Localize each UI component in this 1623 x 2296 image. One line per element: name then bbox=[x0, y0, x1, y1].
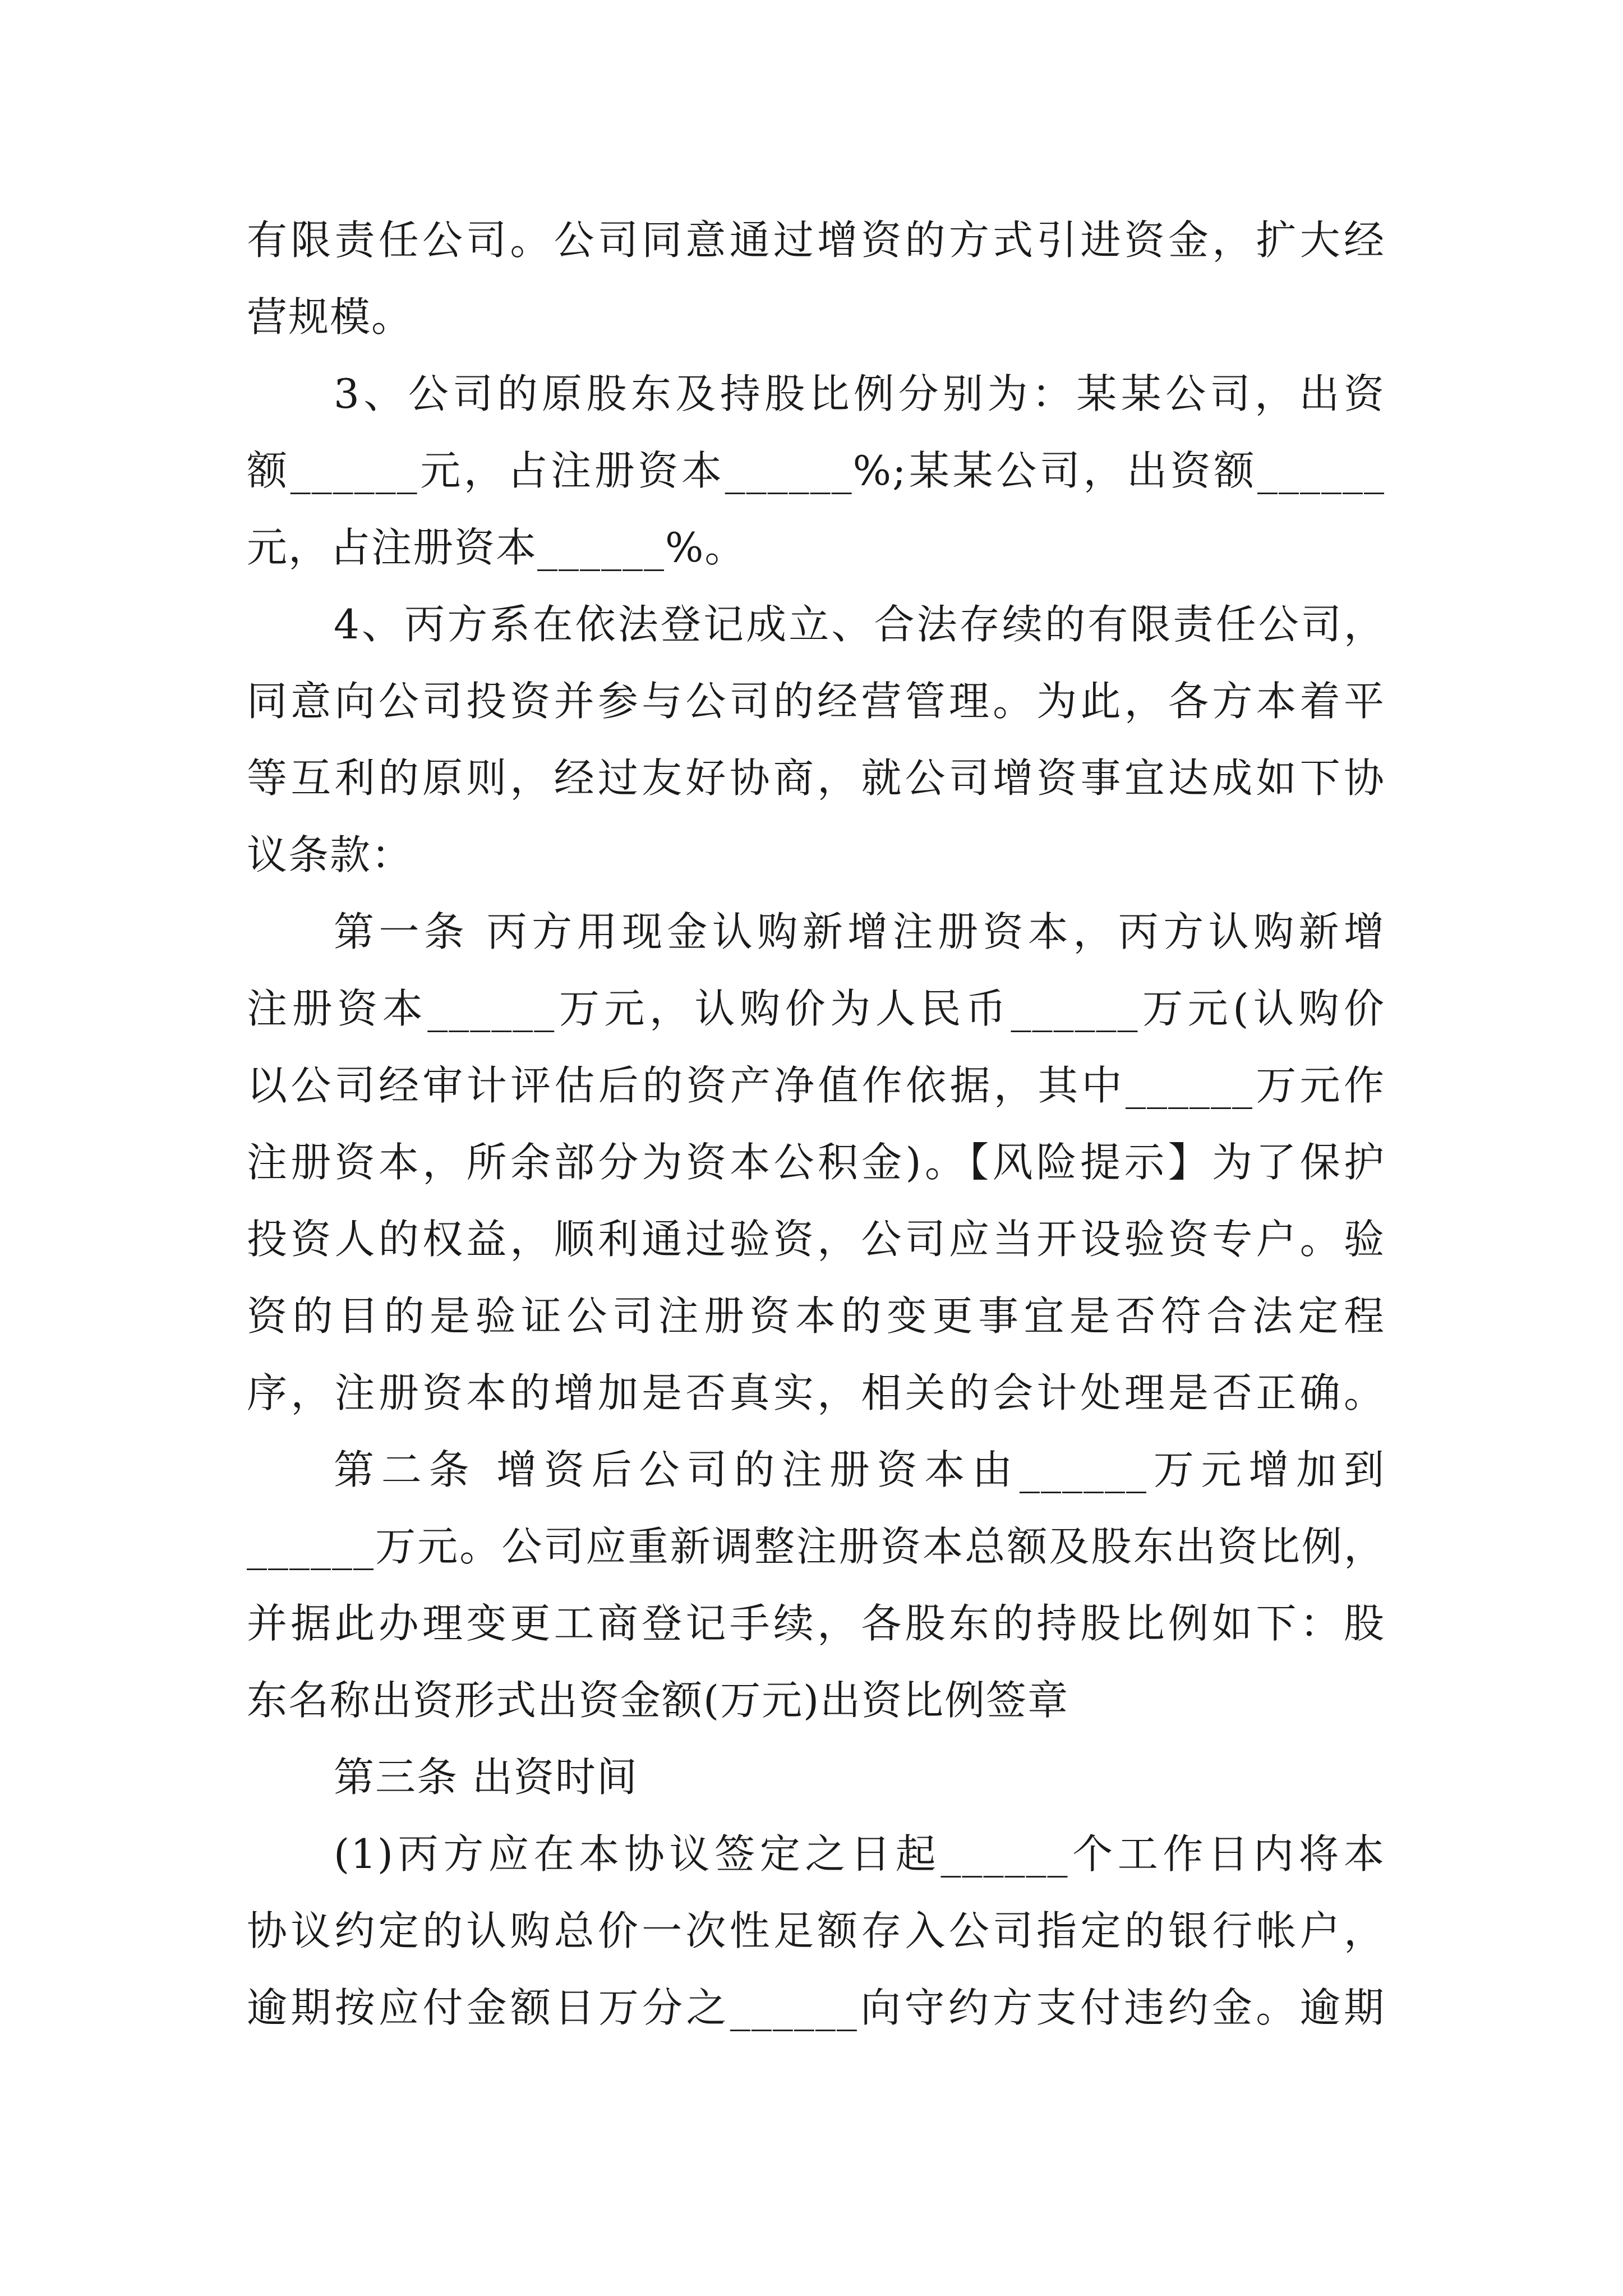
paragraph-line: 协议约定的认购总价一次性足额存入公司指定的银行帐户， bbox=[247, 1907, 1385, 1954]
paragraph-line: 资的目的是验证公司注册资本的变更事宜是否符合法定程 bbox=[247, 1292, 1385, 1340]
paragraph-line: 有限责任公司。公司同意通过增资的方式引进资金，扩大经 bbox=[247, 217, 1385, 264]
article-heading-line: 第三条 出资时间 bbox=[334, 1754, 638, 1801]
paragraph-line: (1)丙方应在本协议签定之日起______个工作日内将本 bbox=[334, 1830, 1385, 1878]
paragraph-line: 议条款： bbox=[247, 831, 413, 878]
paragraph-line: 东名称出资形式出资金额(万元)出资比例签章 bbox=[247, 1677, 1069, 1724]
paragraph-line: 并据此办理变更工商登记手续，各股东的持股比例如下：股 bbox=[247, 1600, 1385, 1647]
paragraph-line: 3、公司的原股东及持股比例分别为：某某公司，出资 bbox=[334, 370, 1385, 417]
document-body bbox=[247, 202, 1385, 2046]
paragraph-line: 投资人的权益，顺利通过验资，公司应当开设验资专户。验 bbox=[247, 1216, 1385, 1263]
paragraph-line: 序，注册资本的增加是否真实，相关的会计处理是否正确。 bbox=[247, 1369, 1385, 1416]
paragraph-line: ______万元。公司应重新调整注册资本总额及股东出资比例， bbox=[247, 1523, 1385, 1570]
paragraph-line: 注册资本，所余部分为资本公积金)。【风险提示】为了保护 bbox=[247, 1139, 1385, 1186]
paragraph-line: 等互利的原则，经过友好协商，就公司增资事宜达成如下协 bbox=[247, 754, 1385, 802]
article-heading-line: 第一条 丙方用现金认购新增注册资本，丙方认购新增 bbox=[334, 908, 1385, 955]
paragraph-line: 同意向公司投资并参与公司的经营管理。为此，各方本着平 bbox=[247, 678, 1385, 725]
paragraph-line: 4、丙方系在依法登记成立、合法存续的有限责任公司， bbox=[334, 601, 1385, 648]
paragraph-line: 以公司经审计评估后的资产净值作依据，其中______万元作 bbox=[247, 1062, 1385, 1109]
paragraph-line: 营规模。 bbox=[247, 293, 413, 341]
paragraph-line: 逾期按应付金额日万分之______向守约方支付违约金。逾期 bbox=[247, 1984, 1385, 2031]
paragraph-line: 注册资本______万元，认购价为人民币______万元(认购价 bbox=[247, 985, 1385, 1032]
paragraph-line: 额______元，占注册资本______%;某某公司，出资额______ bbox=[247, 447, 1385, 494]
paragraph-line: 元，占注册资本______%。 bbox=[247, 524, 746, 571]
article-heading-line: 第二条 增资后公司的注册资本由______万元增加到 bbox=[334, 1446, 1385, 1493]
